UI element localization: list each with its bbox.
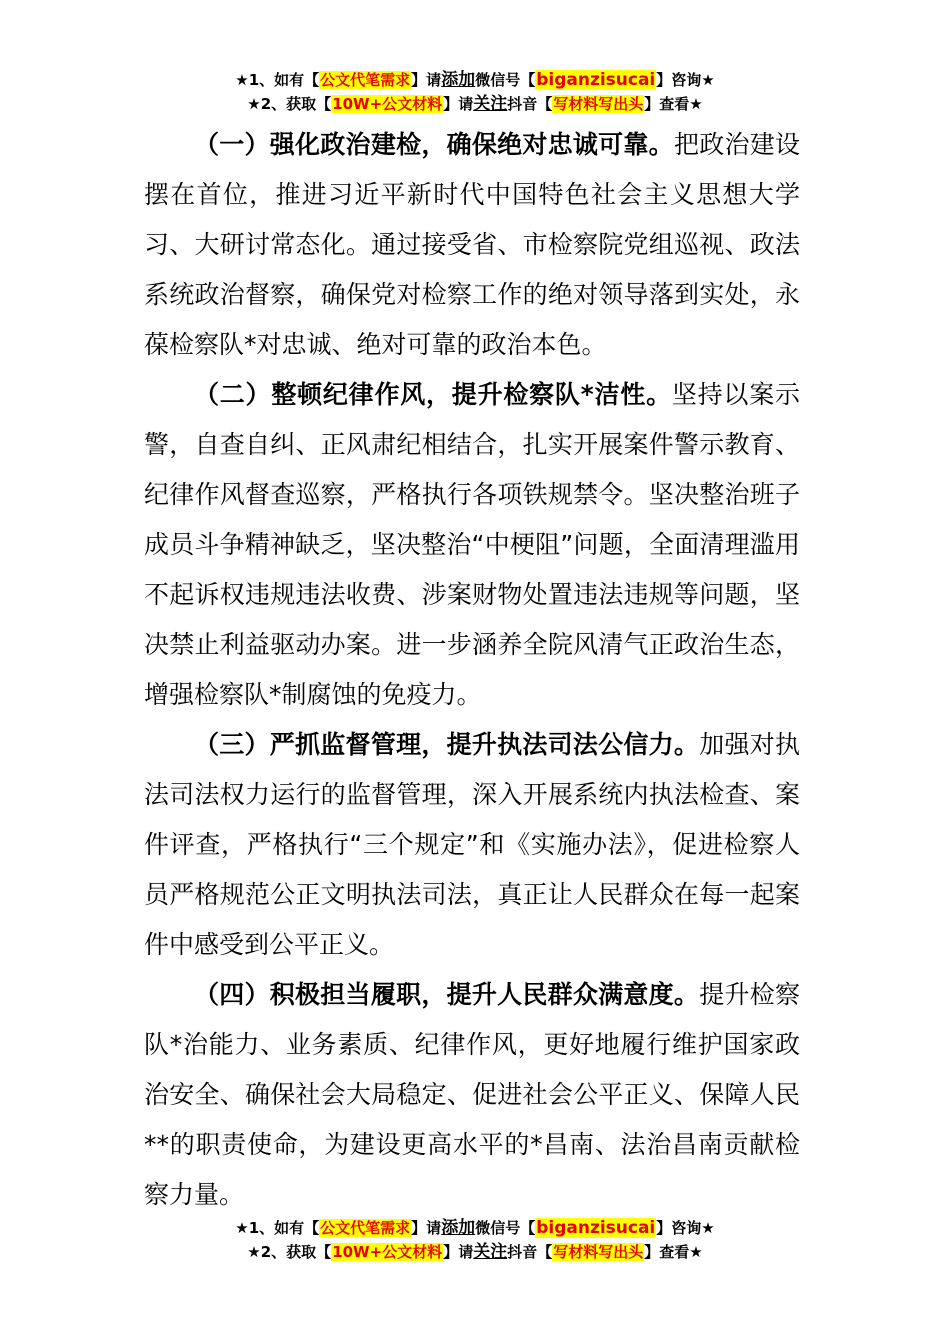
banner-line-2 <box>0 1240 950 1264</box>
banner-text: 微信号【 <box>475 71 536 89</box>
banner-text: 】咨询★ <box>656 71 715 89</box>
banner-text: 抖音【 <box>507 1243 553 1261</box>
underlined-text: 关注 <box>473 1242 508 1262</box>
banner-text: 】请 <box>411 71 442 89</box>
banner-text: ★1、如有【 <box>235 1219 320 1237</box>
paragraph-2 <box>144 370 800 720</box>
underlined-text: 关注 <box>473 94 508 114</box>
document-body <box>144 120 800 1220</box>
highlight-service: 公文代笔需求 <box>320 1219 411 1237</box>
banner-line-1 <box>0 68 950 92</box>
paragraph-text: 坚持以案示警，自查自纠、正风肃纪相结合，扎实开展案件警示教育、纪律作风督查巡察，严格执行各项铁规禁令。坚决整治班子成员斗争精神缺乏，坚决整治“中梗阻”问题，全面清理滥用不起诉权违规违法收费、涉案财物处置违法违规等问题，坚决禁止利益驱动办案。进一步涵养全院风清气正政治生态，增强检察队*制腐蚀的免疫力。 <box>144 380 800 709</box>
highlight-materials: 10W+公文材料 <box>332 95 443 113</box>
paragraph-text: 加强对执法司法权力运行的监督管理，深入开展系统内执法检查、案件评查，严格执行“三个规定”和《实施办法》，促进检察人员严格规范公正文明执法司法，真正让人民群众在每一起案件中感受到公平正义。 <box>144 730 800 959</box>
highlight-douyin: 写材料写出头 <box>553 1243 644 1261</box>
paragraph-heading: （二）整顿纪律作风，提升检察队*洁性。 <box>194 380 672 409</box>
banner-text: 抖音【 <box>507 95 553 113</box>
highlight-materials: 10W+公文材料 <box>332 1243 443 1261</box>
banner-text: 】请 <box>411 1219 442 1237</box>
banner-text: ★1、如有【 <box>235 71 320 89</box>
highlight-wechat-id: biganzisucai <box>536 70 656 90</box>
highlight-wechat-id: biganzisucai <box>536 1218 656 1238</box>
paragraph-heading: （四）积极担当履职，提升人民群众满意度。 <box>194 980 700 1009</box>
paragraph-3 <box>144 720 800 970</box>
banner-text: 】查看★ <box>644 1243 703 1261</box>
highlight-douyin: 写材料写出头 <box>553 95 644 113</box>
paragraph-4 <box>144 970 800 1220</box>
paragraph-text: 把政治建设摆在首位，推进习近平新时代中国特色社会主义思想大学习、大研讨常态化。通过接受省、市检察院党组巡视、政法系统政治督察，确保党对检察工作的绝对领导落到实处，永葆检察队*对忠诚、绝对可靠的政治本色。 <box>144 130 800 359</box>
banner-text: 】请 <box>443 1243 474 1261</box>
header-banner <box>0 68 950 116</box>
paragraph-1 <box>144 120 800 370</box>
banner-line-2 <box>0 92 950 116</box>
banner-text: ★2、获取【 <box>247 95 332 113</box>
paragraph-heading: （三）严抓监督管理，提升执法司法公信力。 <box>194 730 700 759</box>
underlined-text: 添加 <box>441 1218 476 1238</box>
paragraph-text: 提升检察队*治能力、业务素质、纪律作风，更好地履行维护国家政治安全、确保社会大局稳定、促进社会公平正义、保障人民**的职责使命，为建设更高水平的*昌南、法治昌南贡献检察力量。 <box>144 980 800 1209</box>
banner-text: 】咨询★ <box>656 1219 715 1237</box>
paragraph-heading: （一）强化政治建检，确保绝对忠诚可靠。 <box>194 130 674 159</box>
underlined-text: 添加 <box>441 70 476 90</box>
highlight-service: 公文代笔需求 <box>320 71 411 89</box>
banner-text: ★2、获取【 <box>247 1243 332 1261</box>
footer-banner <box>0 1216 950 1264</box>
banner-text: 】请 <box>443 95 474 113</box>
banner-text: 】查看★ <box>644 95 703 113</box>
banner-line-1 <box>0 1216 950 1240</box>
banner-text: 微信号【 <box>475 1219 536 1237</box>
